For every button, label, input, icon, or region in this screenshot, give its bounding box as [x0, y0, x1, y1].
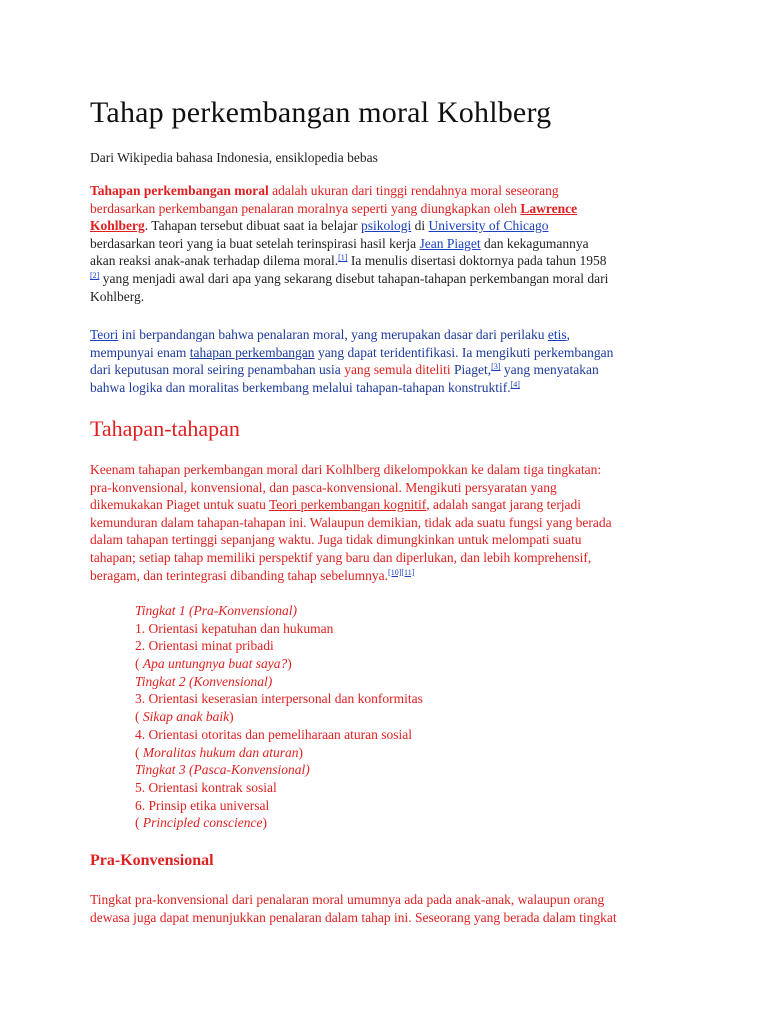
page-subtitle: Dari Wikipedia bahasa Indonesia, ensiklopedia bebas	[90, 150, 378, 165]
stages-line-7: beragam, dan terintegrasi dibanding tahap sebelumnya.[10][11]	[90, 567, 415, 583]
stage-3: 3. Orientasi keserasian interpersonal dan konformitas	[135, 691, 423, 707]
stage-6: 6. Prinsip etika universal	[135, 797, 270, 813]
stage-6-note: ( Principled conscience)	[135, 815, 267, 831]
ref-2[interactable]: [2]	[90, 270, 100, 280]
intro-line-6: [2] yang menjadi awal dari apa yang sekarang disebut tahapan-tahapan perkembangan moral dari	[90, 270, 609, 286]
intro-line-3: Kohlberg. Tahapan tersebut dibuat saat ia belajar psikologi di University of Chicago	[90, 218, 549, 234]
subsection-heading: Pra-Konvensional	[90, 852, 214, 869]
intro-line-4: berdasarkan teori yang ia buat setelah terinspirasi hasil kerja Jean Piaget dan kekagumannya	[90, 235, 589, 251]
levels-list	[135, 602, 423, 832]
intro-line-5: akan reaksi anak-anak terhadap dilema moral.[1] Ia menulis disertasi doktornya pada tahun 1958	[90, 253, 607, 269]
stage-3-note: ( Sikap anak baik)	[135, 709, 234, 725]
link-teori-perkembangan-kognitif[interactable]: Teori perkembangan kognitif	[268, 497, 427, 513]
stages-line-2: pra-konvensional, konvensional, dan pasca-konvensional. Mengikuti persyaratan yang	[90, 479, 557, 495]
link-teori[interactable]: Teori	[90, 327, 119, 342]
intro-line-1: Tahapan perkembangan moral adalah ukuran dari tinggi rendahnya moral seseorang	[90, 183, 559, 198]
link-jean-piaget[interactable]: Jean Piaget	[419, 235, 481, 251]
stages-line-3: dikemukakan Piaget untuk suatu Teori perkembangan kognitif, adalah sangat jarang terjadi	[90, 497, 582, 513]
intro-line-2: berdasarkan perkembangan penalaran moralnya seperti yang diungkapkan oleh Lawrence	[90, 200, 578, 216]
term-bold: Tahapan perkembangan moral	[90, 183, 269, 198]
ref-1[interactable]: [1]	[338, 253, 348, 263]
stage-2: 2. Orientasi minat pribadi	[135, 638, 274, 654]
intro-paragraph	[90, 182, 690, 305]
level-2-heading: Tingkat 2 (Konvensional)	[135, 673, 273, 689]
level-1-heading: Tingkat 1 (Pra-Konvensional)	[135, 603, 297, 618]
stages-line-4: kemunduran dalam tahapan-tahapan ini. Walaupun demikian, tidak ada suatu fungsi yang berada	[90, 514, 612, 530]
ref-3[interactable]: [3]	[491, 362, 501, 372]
theory-paragraph	[90, 326, 690, 396]
theory-line-4: bahwa logika dan moralitas berkembang melalui tahapan-tahapan konstruktif.[4]	[90, 379, 520, 395]
link-etis[interactable]: etis	[547, 327, 567, 342]
intro-line-7: Kohlberg.	[90, 288, 145, 304]
section-heading: Tahapan-tahapan	[90, 416, 240, 441]
ref-10-11[interactable]: [10][11]	[388, 567, 415, 577]
stages-line-1: Keenam tahapan perkembangan moral dari Kolhlberg dikelompokkan ke dalam tiga tingkatan:	[90, 462, 602, 477]
theory-line-2: mempunyai enam tahapan perkembangan yang dapat teridentifikasi. Ia mengikuti perkembangan	[90, 344, 614, 360]
link-psikologi[interactable]: psikologi	[360, 218, 412, 234]
link-tahapan-perkembangan[interactable]: tahapan perkembangan	[189, 344, 315, 360]
stage-5: 5. Orientasi kontrak sosial	[135, 779, 277, 795]
page-title: Tahap perkembangan moral Kohlberg	[90, 96, 552, 129]
ref-4[interactable]: [4]	[510, 379, 520, 389]
link-kohlberg[interactable]: Kohlberg	[90, 218, 145, 234]
preconventional-paragraph	[90, 891, 690, 926]
stages-line-6: tahapan; setiap tahap memiliki perspektif yang baru dan diperlukan, dan lebih komprehensif,	[90, 549, 592, 565]
stage-4: 4. Orientasi otoritas dan pemeliharaan aturan sosial	[135, 726, 413, 742]
link-university-of-chicago[interactable]: University of Chicago	[428, 218, 549, 234]
stage-2-note: ( Apa untungnya buat saya?)	[135, 656, 292, 672]
level-3-heading: Tingkat 3 (Pasca-Konvensional)	[135, 762, 310, 778]
preconv-line-1: Tingkat pra-konvensional dari penalaran moral umumnya ada pada anak-anak, walaupun orang	[90, 892, 605, 907]
stage-1: 1. Orientasi kepatuhan dan hukuman	[135, 620, 334, 636]
stages-paragraph	[90, 461, 690, 584]
stage-4-note: ( Moralitas hukum dan aturan)	[135, 744, 304, 760]
theory-line-3: dari keputusan moral seiring penambahan usia yang semula diteliti Piaget,[3] yang menyatakan	[90, 362, 599, 378]
preconv-line-2: dewasa juga dapat menunjukkan penalaran dalam tahap ini. Seseorang yang berada dalam tingkat	[90, 909, 617, 925]
stages-line-5: dalam tahapan tertinggi sepanjang waktu. Juga tidak dimungkinkan untuk melompati suatu	[90, 532, 582, 548]
link-lawrence-kohlberg[interactable]: Lawrence	[520, 200, 578, 216]
theory-line-1: Teori ini berpandangan bahwa penalaran moral, yang merupakan dasar dari perilaku etis,	[90, 327, 570, 342]
